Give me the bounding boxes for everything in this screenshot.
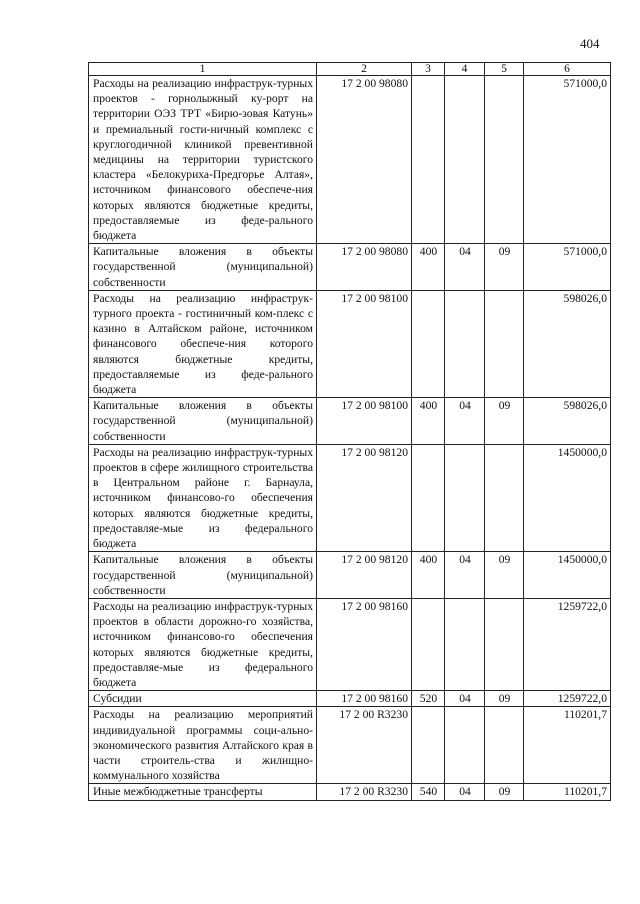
table-row [89, 552, 611, 599]
table-row [89, 290, 611, 397]
target-article-code: 17 2 00 98120 [317, 552, 412, 599]
expense-description: Капитальные вложения в объекты государственной (муниципальной) собственности [89, 552, 317, 599]
expense-type-code [412, 290, 445, 397]
subsection-code [485, 444, 524, 551]
section-code: 04 [445, 784, 485, 800]
subsection-code [485, 290, 524, 397]
subsection-code: 09 [485, 244, 524, 291]
expense-description: Капитальные вложения в объекты государственной (муниципальной) собственности [89, 244, 317, 291]
amount: 110201,7 [524, 784, 611, 800]
expense-type-code: 540 [412, 784, 445, 800]
amount: 598026,0 [524, 290, 611, 397]
expense-description: Расходы на реализацию инфраструк-турных проектов в области дорожно-го хозяйства, источником финансово-го обеспечения которых являются бюджетные кредиты, предоставляе-мые из федерального бюджета [89, 598, 317, 690]
column-header: 2 [317, 63, 412, 76]
section-code: 04 [445, 691, 485, 707]
expense-type-code: 400 [412, 244, 445, 291]
column-header: 1 [89, 63, 317, 76]
expense-description: Расходы на реализацию инфраструк-турных проектов в сфере жилищного строительства в Центральном районе г. Барнаула, источником финансово-го обеспечения которых являются бюджетные кредиты, предоставляе-мые из федерального бюджета [89, 444, 317, 551]
target-article-code: 17 2 00 R3230 [317, 707, 412, 784]
expense-type-code [412, 707, 445, 784]
expense-type-code: 400 [412, 552, 445, 599]
target-article-code: 17 2 00 98160 [317, 598, 412, 690]
section-code [445, 76, 485, 244]
table-header-row [89, 63, 611, 76]
expense-description: Расходы на реализацию инфраструк-турных проектов - горнолыжный ку-рорт на территории ОЭЗ ТРТ «Бирю-зовая Катунь» и премиальный гости-ничный комплекс с круглогодичной клиникой превентивной медицины на территории туристского кластера «Белокуриха-Предгорье Алтая», источником финансового обеспече-ния которых являются бюджетные кредиты, предоставляемые из феде-рального бюджета [89, 76, 317, 244]
amount: 1259722,0 [524, 691, 611, 707]
page-number: 404 [580, 36, 600, 51]
expense-description: Субсидии [89, 691, 317, 707]
table-row [89, 398, 611, 445]
table-row [89, 707, 611, 784]
table-row [89, 444, 611, 551]
section-code: 04 [445, 398, 485, 445]
amount: 110201,7 [524, 707, 611, 784]
expense-type-code [412, 76, 445, 244]
subsection-code [485, 76, 524, 244]
section-code [445, 598, 485, 690]
target-article-code: 17 2 00 R3230 [317, 784, 412, 800]
amount: 571000,0 [524, 76, 611, 244]
target-article-code: 17 2 00 98100 [317, 290, 412, 397]
table-row [89, 76, 611, 244]
subsection-code: 09 [485, 398, 524, 445]
target-article-code: 17 2 00 98100 [317, 398, 412, 445]
section-code [445, 290, 485, 397]
target-article-code: 17 2 00 98080 [317, 244, 412, 291]
section-code: 04 [445, 244, 485, 291]
target-article-code: 17 2 00 98120 [317, 444, 412, 551]
expense-type-code: 400 [412, 398, 445, 445]
expense-description: Иные межбюджетные трансферты [89, 784, 317, 800]
table-row [89, 691, 611, 707]
column-header: 6 [524, 63, 611, 76]
expense-description: Расходы на реализацию мероприятий индивидуальной программы соци-ально-экономического развития Алтайского края в части строитель-ства и жилищно-коммунального хозяйства [89, 707, 317, 784]
amount: 571000,0 [524, 244, 611, 291]
amount: 1450000,0 [524, 552, 611, 599]
subsection-code: 09 [485, 784, 524, 800]
amount: 598026,0 [524, 398, 611, 445]
column-header: 5 [485, 63, 524, 76]
amount: 1259722,0 [524, 598, 611, 690]
target-article-code: 17 2 00 98080 [317, 76, 412, 244]
subsection-code: 09 [485, 691, 524, 707]
subsection-code: 09 [485, 552, 524, 599]
table-row [89, 784, 611, 800]
section-code [445, 707, 485, 784]
section-code: 04 [445, 552, 485, 599]
expense-description: Расходы на реализацию инфраструк-турного проекта - гостиничный ком-плекс с казино в Алтайском районе, источником финансового обеспече-ния которого являются бюджетные кредиты, предоставляемые из феде-рального бюджета [89, 290, 317, 397]
column-header: 4 [445, 63, 485, 76]
expense-type-code [412, 598, 445, 690]
column-header: 3 [412, 63, 445, 76]
expense-description: Капитальные вложения в объекты государственной (муниципальной) собственности [89, 398, 317, 445]
subsection-code [485, 707, 524, 784]
amount: 1450000,0 [524, 444, 611, 551]
budget-table [88, 62, 611, 801]
expense-type-code: 520 [412, 691, 445, 707]
table-row [89, 244, 611, 291]
table-row [89, 598, 611, 690]
section-code [445, 444, 485, 551]
expense-type-code [412, 444, 445, 551]
target-article-code: 17 2 00 98160 [317, 691, 412, 707]
subsection-code [485, 598, 524, 690]
